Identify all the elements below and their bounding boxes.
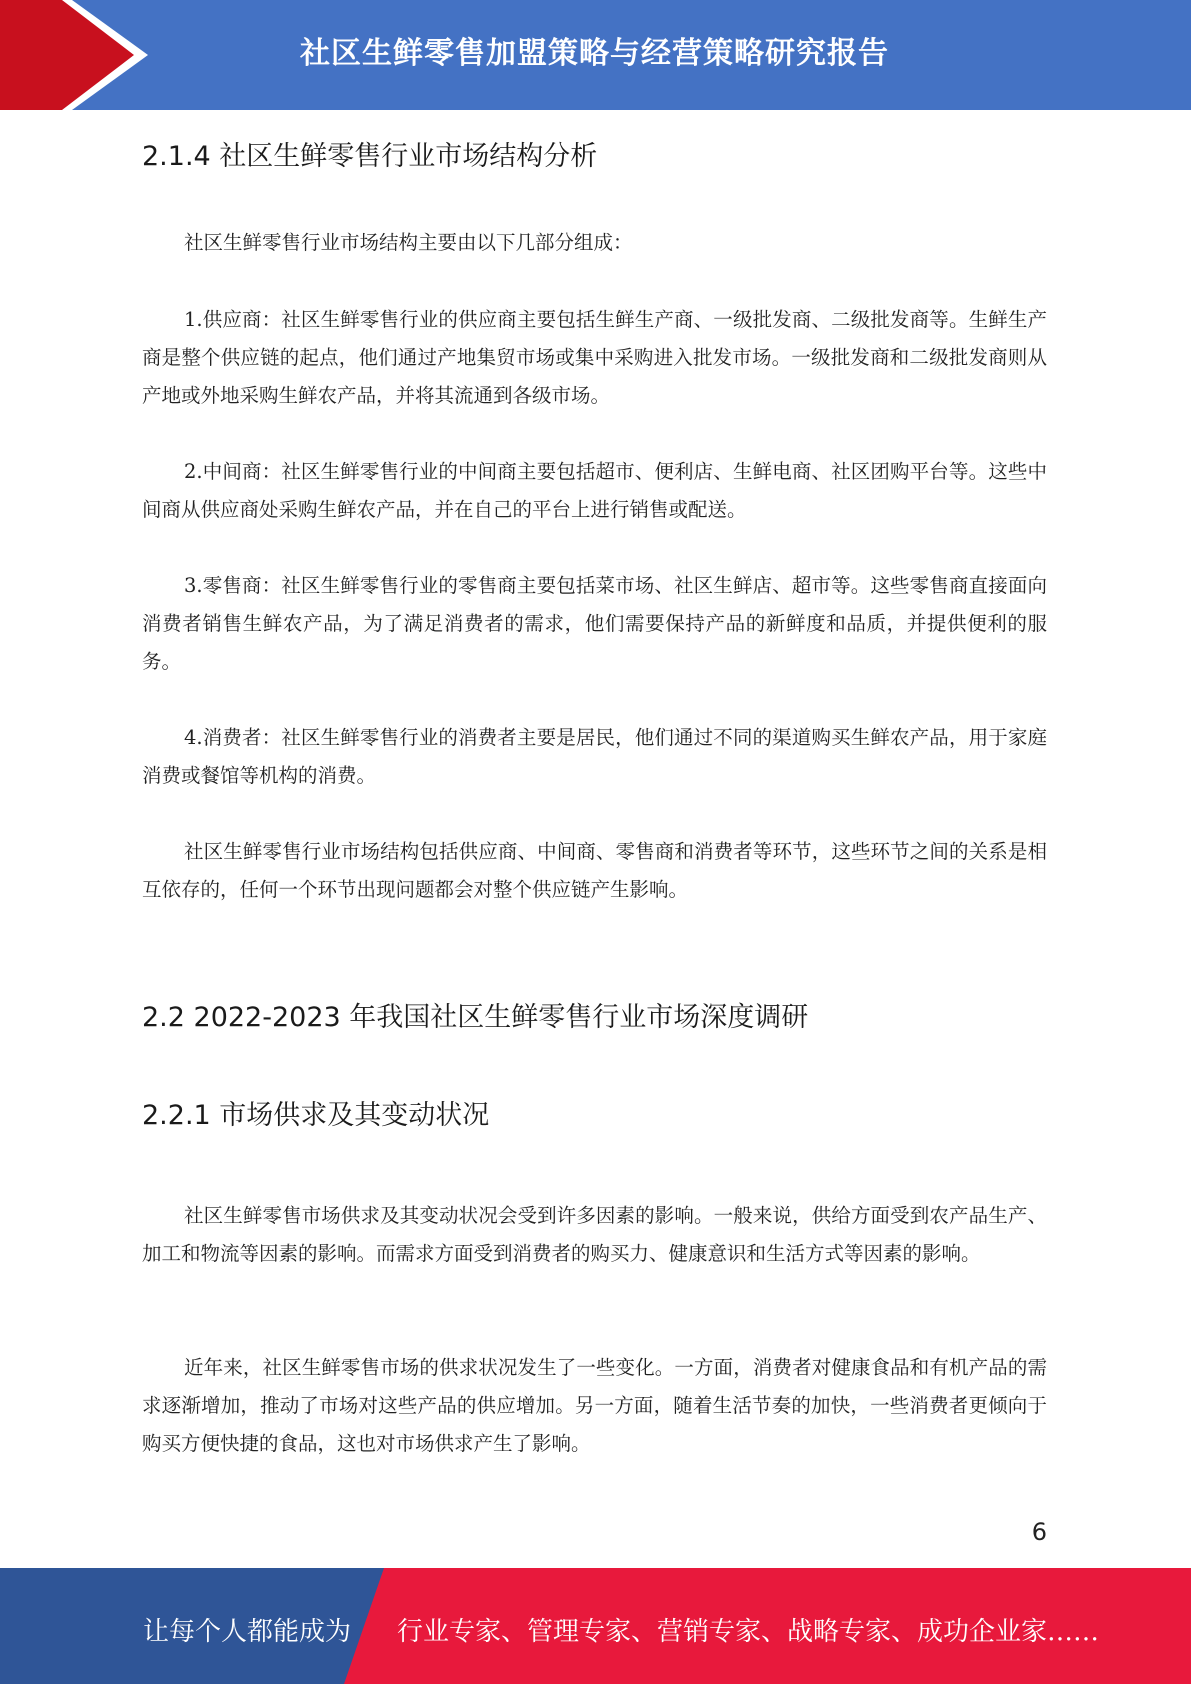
paragraph: 3.零售商：社区生鲜零售行业的零售商主要包括菜市场、社区生鲜店、超市等。这些零售商直接面向消费者销售生鲜农产品，为了满足消费者的需求，他们需要保持产品的新鲜度和品质，并提供便利的服务。 xyxy=(142,574,1047,673)
paragraph: 4.消费者：社区生鲜零售行业的消费者主要是居民，他们通过不同的渠道购买生鲜农产品，用于家庭消费或餐馆等机构的消费。 xyxy=(142,726,1047,787)
footer-banner xyxy=(0,1568,1191,1684)
paragraph: 社区生鲜零售市场供求及其变动状况会受到许多因素的影响。一般来说，供给方面受到农产品生产、加工和物流等因素的影响。而需求方面受到消费者的购买力、健康意识和生活方式等因素的影响。 xyxy=(142,1204,1047,1265)
paragraph: 社区生鲜零售行业市场结构包括供应商、中间商、零售商和消费者等环节，这些环节之间的关系是相互依存的，任何一个环节出现问题都会对整个供应链产生影响。 xyxy=(142,840,1047,901)
paragraph: 1.供应商：社区生鲜零售行业的供应商主要包括生鲜生产商、一级批发商、二级批发商等。生鲜生产商是整个供应链的起点，他们通过产地集贸市场或集中采购进入批发市场。一级批发商和二级批发商则从产地或外地采购生鲜农产品，并将其流通到各级市场。 xyxy=(142,308,1047,407)
page-number: 6 xyxy=(1031,1518,1047,1546)
section-heading-2-2-1: 2.2.1 市场供求及其变动状况 xyxy=(142,1100,490,1131)
footer-slogan-right: 行业专家、管理专家、营销专家、战略专家、成功企业家…… xyxy=(397,1617,1100,1647)
header-banner xyxy=(0,0,1191,110)
paragraph: 近年来，社区生鲜零售市场的供求状况发生了一些变化。一方面，消费者对健康食品和有机产品的需求逐渐增加，推动了市场对这些产品的供应增加。另一方面，随着生活节奏的加快，一些消费者更倾向于购买方便快捷的食品，这也对市场供求产生了影响。 xyxy=(142,1356,1047,1455)
footer-slogan-left: 让每个人都能成为 xyxy=(143,1617,352,1647)
section-heading-2-1-4: 2.1.4 社区生鲜零售行业市场结构分析 xyxy=(142,141,598,172)
report-title: 社区生鲜零售加盟策略与经营策略研究报告 xyxy=(300,36,889,71)
paragraph: 2.中间商：社区生鲜零售行业的中间商主要包括超市、便利店、生鲜电商、社区团购平台等。这些中间商从供应商处采购生鲜农产品，并在自己的平台上进行销售或配送。 xyxy=(142,460,1047,521)
section-heading-2-2: 2.2 2022-2023 年我国社区生鲜零售行业市场深度调研 xyxy=(142,1002,809,1033)
paragraph: 社区生鲜零售行业市场结构主要由以下几部分组成： xyxy=(184,231,633,254)
